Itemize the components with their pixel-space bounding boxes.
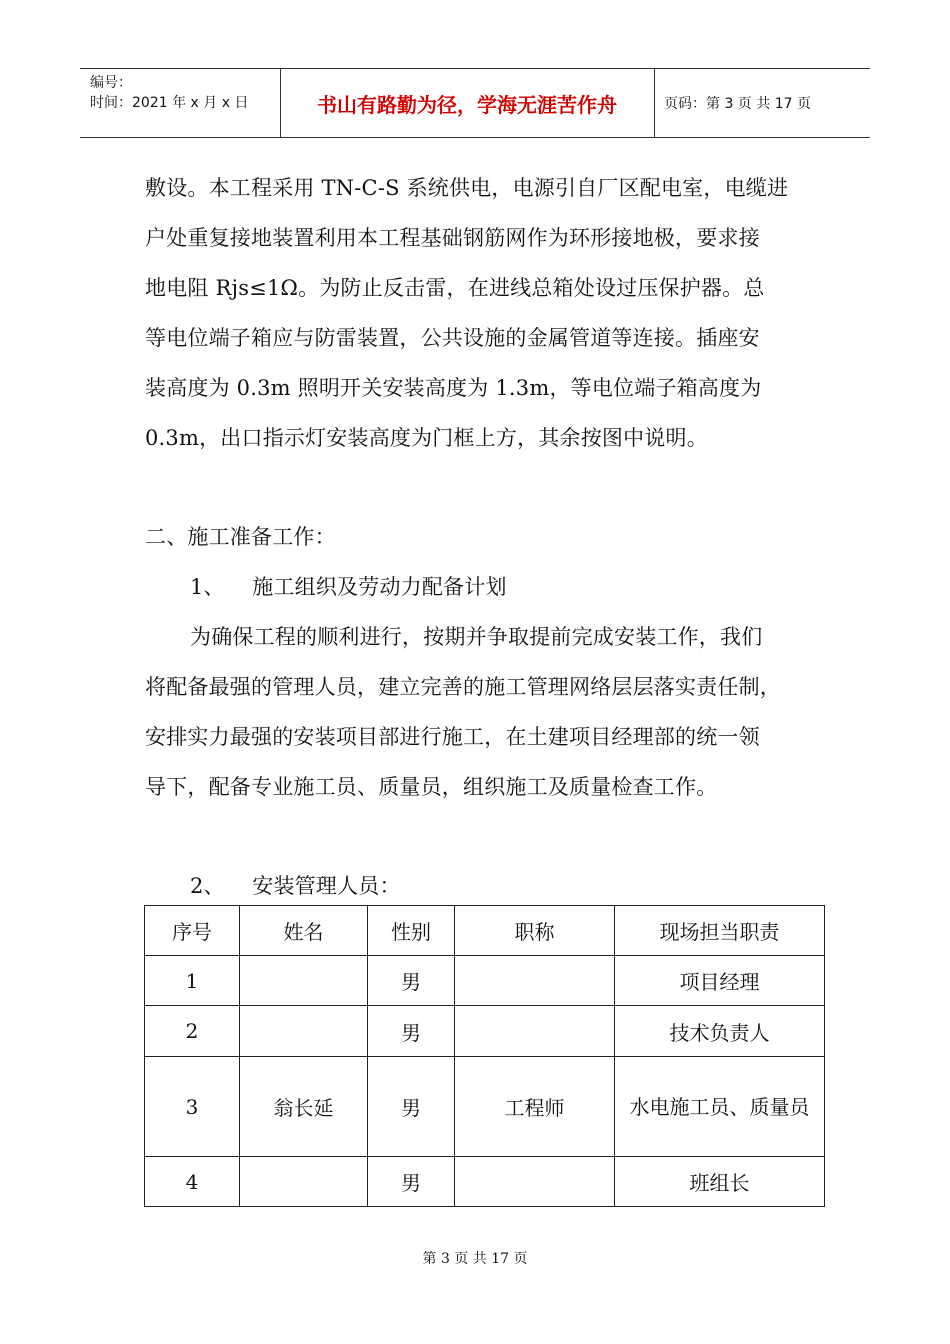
header-motto: 书山有路勤为径，学海无涯苦作舟 — [317, 92, 617, 117]
page-footer: 第 3 页 共 17 页 — [422, 1251, 528, 1267]
paragraph-line: 地电阻 Rjs≤1Ω。为防止反击雷，在进线总箱处设过压保护器。总 — [145, 276, 765, 300]
staff-table — [144, 905, 825, 1207]
table-cell — [240, 1006, 368, 1057]
table-cell: 技术负责人 — [615, 1006, 825, 1057]
table-row — [145, 956, 825, 1006]
table-cell: 男 — [368, 956, 455, 1006]
table-cell: 翁长延 — [240, 1057, 368, 1157]
paragraph-line: 装高度为 0.3m 照明开关安装高度为 1.3m，等电位端子箱高度为 — [145, 376, 762, 400]
table-cell: 男 — [368, 1157, 455, 1207]
paragraph-line: 导下，配备专业施工员、质量员，组织施工及质量检查工作。 — [145, 775, 718, 799]
table-cell: 2 — [145, 1006, 240, 1057]
table-row — [145, 1006, 825, 1057]
table-cell — [455, 1006, 615, 1057]
column-header: 现场担当职责 — [615, 906, 825, 956]
table-cell: 1 — [145, 956, 240, 1006]
header-page-info: 页码：第 3 页 共 17 页 — [664, 96, 811, 112]
table-cell — [240, 956, 368, 1006]
subsection-heading: 2、 安装管理人员： — [190, 874, 401, 898]
column-header: 职称 — [455, 906, 615, 956]
section-heading: 二、施工准备工作： — [145, 525, 336, 549]
column-header: 序号 — [145, 906, 240, 956]
paragraph-line: 安排实力最强的安装项目部进行施工，在土建项目经理部的统一领 — [145, 725, 760, 749]
table-cell: 男 — [368, 1057, 455, 1157]
serial-label: 编号： — [90, 75, 132, 91]
paragraph-line: 敷设。本工程采用 TN-C-S 系统供电，电源引自厂区配电室，电缆进 — [145, 176, 789, 200]
header-divider — [654, 69, 655, 137]
table-cell — [455, 956, 615, 1006]
table-cell — [240, 1157, 368, 1207]
header-meta — [80, 69, 280, 137]
table-cell: 3 — [145, 1057, 240, 1157]
table-row — [145, 1157, 825, 1207]
header-divider — [280, 69, 281, 137]
paragraph-line: 为确保工程的顺利进行，按期并争取提前完成安装工作，我们 — [190, 625, 763, 649]
page-header — [80, 68, 870, 138]
table-cell: 工程师 — [455, 1057, 615, 1157]
table-cell: 班组长 — [615, 1157, 825, 1207]
table-header-row — [145, 906, 825, 956]
column-header: 性别 — [368, 906, 455, 956]
column-header: 姓名 — [240, 906, 368, 956]
paragraph-line: 户处重复接地装置利用本工程基础钢筋网作为环形接地极，要求接 — [145, 226, 760, 250]
table-cell: 男 — [368, 1006, 455, 1057]
table-cell — [455, 1157, 615, 1207]
table-cell: 水电施工员、质量员 — [615, 1057, 825, 1157]
paragraph-line: 0.3m，出口指示灯安装高度为门框上方，其余按图中说明。 — [145, 426, 708, 450]
paragraph-line: 等电位端子箱应与防雷装置，公共设施的金属管道等连接。插座安 — [145, 326, 760, 350]
table-cell: 4 — [145, 1157, 240, 1207]
paragraph-line: 将配备最强的管理人员，建立完善的施工管理网络层层落实责任制， — [145, 675, 781, 699]
subsection-heading: 1、 施工组织及劳动力配备计划 — [190, 575, 507, 599]
table-cell: 项目经理 — [615, 956, 825, 1006]
table-row — [145, 1057, 825, 1157]
time-label: 时间：2021 年 x 月 x 日 — [90, 95, 249, 111]
